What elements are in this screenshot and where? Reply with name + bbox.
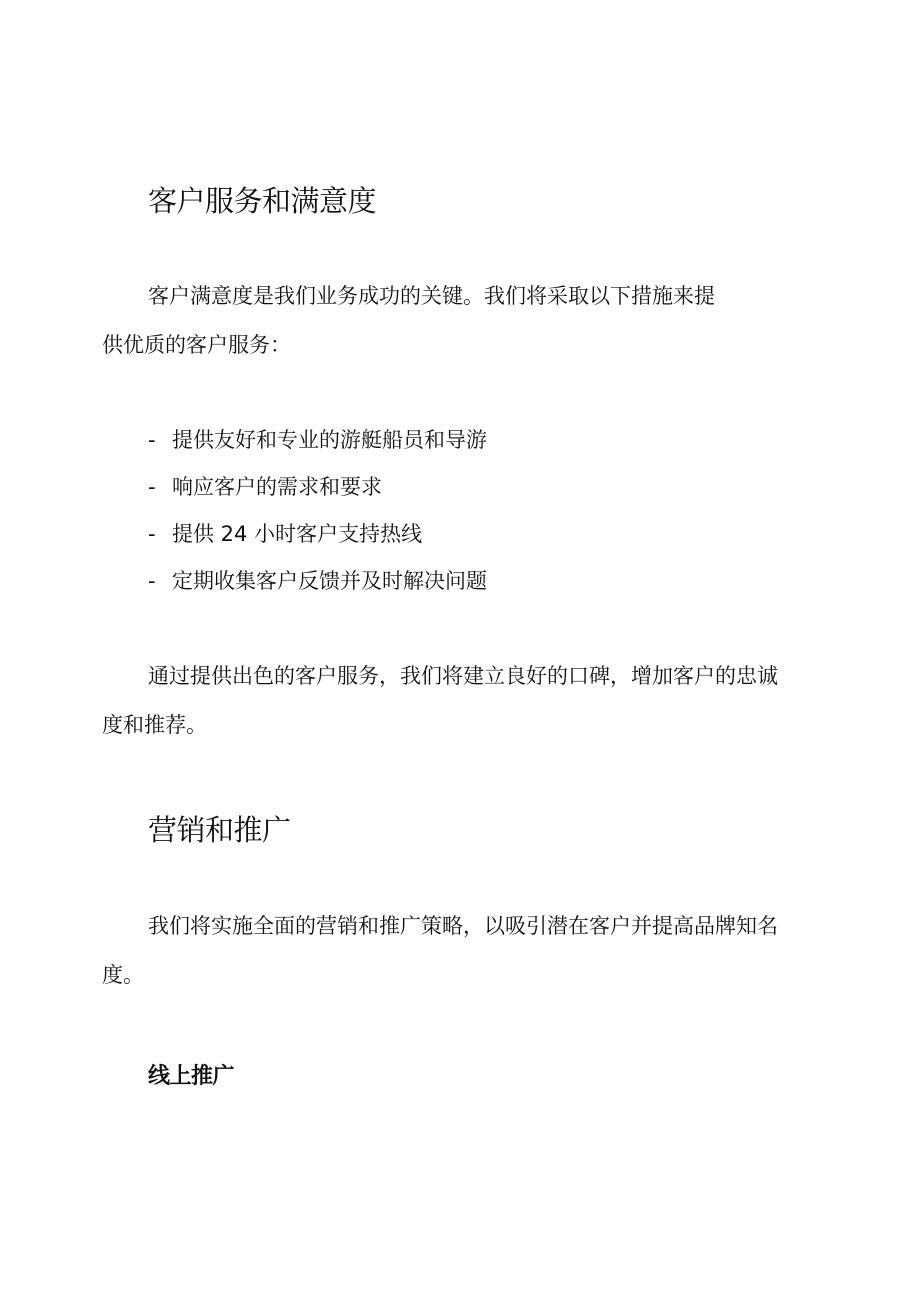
list-marker: - [148,522,156,546]
section-heading-marketing: 营销和推广 [148,813,291,847]
list-item [148,565,487,595]
list-marker: - [148,428,156,452]
list-item [148,471,382,501]
customer-service-intro-line-2: 供优质的客户服务： [102,333,291,357]
subheading-online-promotion: 线上推广 [148,1064,235,1089]
list-marker: - [148,569,156,593]
list-item [148,424,487,454]
marketing-intro-line-2: 度。 [102,963,144,987]
customer-service-closing-line-2: 度和推荐。 [102,713,207,737]
list-item-text: 提供 24 小时客户支持热线 [172,522,423,546]
list-item-text: 定期收集客户反馈并及时解决问题 [172,569,487,593]
section-heading-customer-service: 客户服务和满意度 [148,184,377,218]
marketing-intro-line-1: 我们将实施全面的营销和推广策略，以吸引潜在客户并提高品牌知名 [148,914,778,938]
customer-service-closing-line-1: 通过提供出色的客户服务，我们将建立良好的口碑，增加客户的忠诚 [148,664,778,688]
list-item-text: 响应客户的需求和要求 [172,475,382,499]
list-marker: - [148,475,156,499]
list-item-text: 提供友好和专业的游艇船员和导游 [172,428,487,452]
customer-service-intro-line-1: 客户满意度是我们业务成功的关键。我们将采取以下措施来提 [148,284,715,308]
list-item [148,518,422,548]
